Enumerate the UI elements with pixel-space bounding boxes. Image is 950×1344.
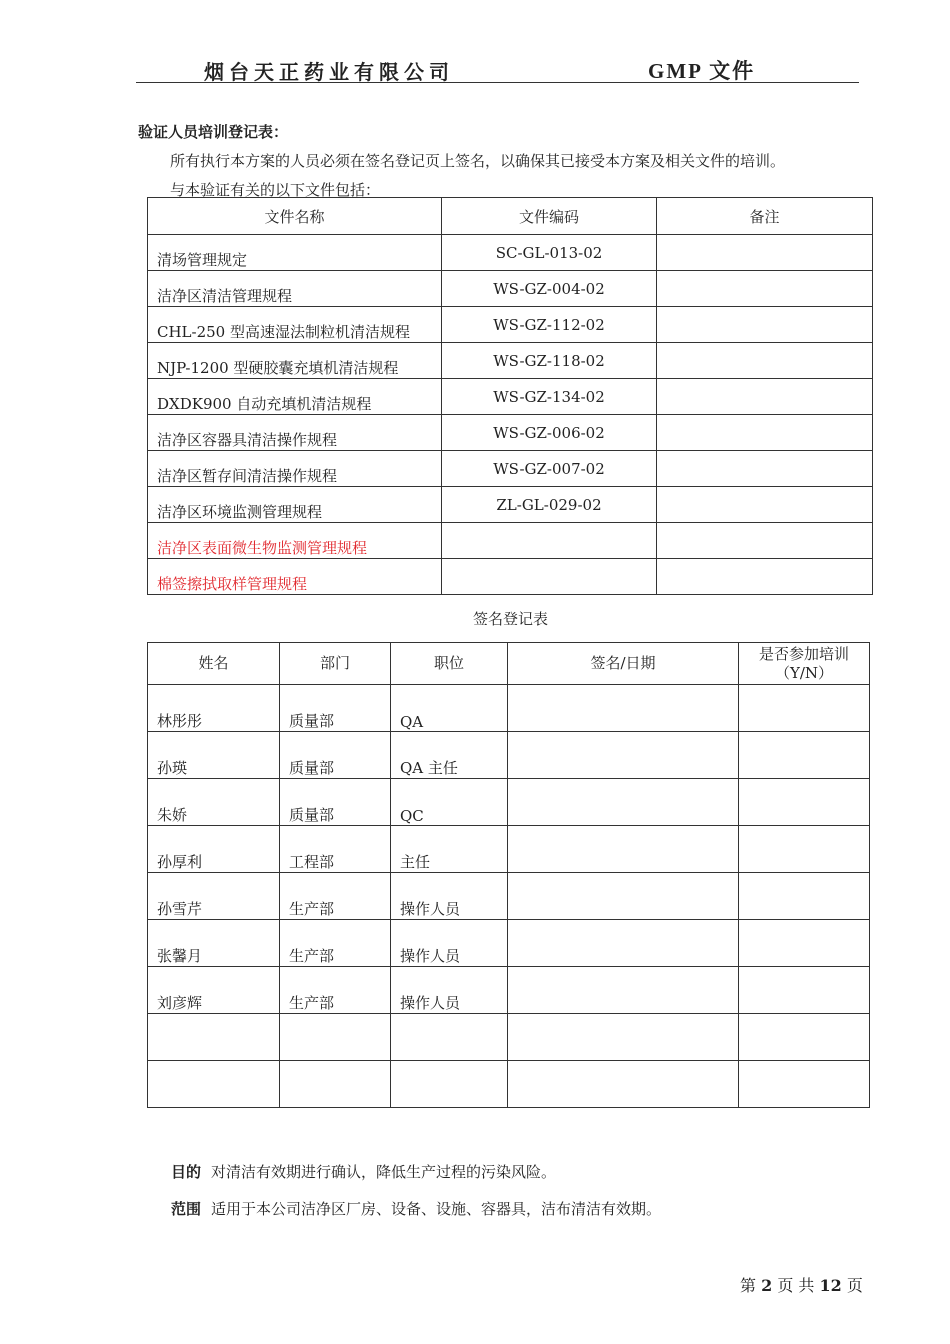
total-pages: 12 [819, 1276, 842, 1295]
header-signature-date: 签名/日期 [508, 643, 739, 685]
doc-name-cell: 清场管理规定 [148, 235, 442, 271]
signature-register-table [147, 642, 870, 1108]
header-trained [739, 643, 870, 685]
doc-name-cell: 洁净区容器具清洁操作规程 [148, 415, 442, 451]
header-position: 职位 [391, 643, 508, 685]
table-header-row [148, 643, 870, 685]
doc-name-cell: CHL-250 型高速湿法制粒机清洁规程 [148, 307, 442, 343]
table-row [148, 487, 873, 523]
position-cell: 操作人员 [391, 920, 508, 967]
name-cell: 孙雪芹 [148, 873, 280, 920]
page-mid: 页 共 [777, 1276, 815, 1295]
trained-cell [739, 826, 870, 873]
position-cell: 主任 [391, 826, 508, 873]
signature-cell [508, 920, 739, 967]
company-name: 烟台天正药业有限公司 [204, 60, 454, 84]
table-row [148, 559, 873, 595]
trained-cell [739, 685, 870, 732]
doc-name-cell: NJP-1200 型硬胶囊充填机清洁规程 [148, 343, 442, 379]
name-cell [148, 1014, 280, 1061]
trained-cell [739, 1061, 870, 1108]
doc-remark-cell [657, 451, 873, 487]
position-cell [391, 1014, 508, 1061]
table-row [148, 523, 873, 559]
table-row [148, 415, 873, 451]
doc-remark-cell [657, 487, 873, 523]
page-suffix: 页 [846, 1276, 863, 1295]
doc-code-cell: WS-GZ-134-02 [442, 379, 657, 415]
trained-cell [739, 873, 870, 920]
table-row [148, 732, 870, 779]
name-cell: 刘彦辉 [148, 967, 280, 1014]
doc-remark-cell [657, 343, 873, 379]
header-name: 姓名 [148, 643, 280, 685]
table-row [148, 1014, 870, 1061]
department-cell: 生产部 [280, 920, 391, 967]
doc-code-cell [442, 559, 657, 595]
doc-remark-cell [657, 235, 873, 271]
doc-remark-cell [657, 307, 873, 343]
position-cell [391, 1061, 508, 1108]
department-cell: 工程部 [280, 826, 391, 873]
doc-code-cell: WS-GZ-118-02 [442, 343, 657, 379]
doc-code-cell: WS-GZ-004-02 [442, 271, 657, 307]
table-row [148, 1061, 870, 1108]
header-doc-code: 文件编码 [442, 198, 657, 235]
department-cell: 质量部 [280, 732, 391, 779]
table-row [148, 967, 870, 1014]
trained-cell [739, 732, 870, 779]
section-title: 验证人员培训登记表： [138, 123, 289, 141]
trained-cell [739, 779, 870, 826]
header-trained-line2: （Y/N） [774, 663, 834, 682]
header-department: 部门 [280, 643, 391, 685]
name-cell: 孙厚利 [148, 826, 280, 873]
trained-cell [739, 967, 870, 1014]
position-cell: QC [391, 779, 508, 826]
name-cell: 孙瑛 [148, 732, 280, 779]
header-trained-line1: 是否参加培训 [758, 644, 849, 663]
position-cell: QA 主任 [391, 732, 508, 779]
table-row [148, 343, 873, 379]
doc-remark-cell [657, 415, 873, 451]
scope-label: 范围 [171, 1200, 202, 1218]
doc-name-cell: 洁净区暂存间清洁操作规程 [148, 451, 442, 487]
doc-code-cell: SC-GL-013-02 [442, 235, 657, 271]
table-header-row [148, 198, 873, 235]
doc-name-cell: DXDK900 自动充填机清洁规程 [148, 379, 442, 415]
department-cell [280, 1014, 391, 1061]
table-row [148, 779, 870, 826]
scope-text: 适用于本公司洁净区厂房、设备、设施、容器具，洁布清洁有效期。 [211, 1200, 662, 1218]
intro-paragraph: 所有执行本方案的人员必须在签名登记页上签名，以确保其已接受本方案及相关文件的培训。 [170, 152, 786, 170]
signature-cell [508, 1061, 739, 1108]
department-cell: 质量部 [280, 779, 391, 826]
doc-code-cell [442, 523, 657, 559]
table-row [148, 873, 870, 920]
table-row [148, 235, 873, 271]
signature-cell [508, 732, 739, 779]
current-page: 2 [761, 1276, 773, 1295]
signature-cell [508, 873, 739, 920]
name-cell [148, 1061, 280, 1108]
table-row [148, 307, 873, 343]
doc-code-cell: WS-GZ-006-02 [442, 415, 657, 451]
purpose-label: 目的 [171, 1163, 202, 1181]
table-row [148, 379, 873, 415]
page-header [136, 52, 859, 83]
signature-cell [508, 1014, 739, 1061]
table-row [148, 451, 873, 487]
signature-cell [508, 779, 739, 826]
table-row [148, 271, 873, 307]
doc-remark-cell [657, 523, 873, 559]
department-cell: 生产部 [280, 873, 391, 920]
department-cell: 质量部 [280, 685, 391, 732]
intro-docs-line: 与本验证有关的以下文件包括： [170, 181, 381, 199]
table-row [148, 826, 870, 873]
doc-code-cell: ZL-GL-029-02 [442, 487, 657, 523]
name-cell: 张馨月 [148, 920, 280, 967]
department-cell: 生产部 [280, 967, 391, 1014]
doc-remark-cell [657, 379, 873, 415]
signature-cell [508, 967, 739, 1014]
page-number [740, 1273, 863, 1296]
table-row [148, 920, 870, 967]
doc-remark-cell [657, 271, 873, 307]
signature-cell [508, 826, 739, 873]
document-type: GMP 文件 [648, 59, 756, 83]
doc-code-cell: WS-GZ-007-02 [442, 451, 657, 487]
doc-name-cell: 棉签擦拭取样管理规程 [148, 559, 442, 595]
position-cell: QA [391, 685, 508, 732]
doc-remark-cell [657, 559, 873, 595]
page-prefix: 第 [740, 1276, 757, 1295]
trained-cell [739, 1014, 870, 1061]
name-cell: 林彤彤 [148, 685, 280, 732]
purpose-text: 对清洁有效期进行确认，降低生产过程的污染风险。 [211, 1163, 557, 1181]
header-doc-name: 文件名称 [148, 198, 442, 235]
position-cell: 操作人员 [391, 967, 508, 1014]
name-cell: 朱娇 [148, 779, 280, 826]
department-cell [280, 1061, 391, 1108]
doc-name-cell: 洁净区清洁管理规程 [148, 271, 442, 307]
table-row [148, 685, 870, 732]
signature-table-title: 签名登记表 [473, 610, 549, 628]
purpose-paragraph [171, 1161, 556, 1182]
doc-name-cell: 洁净区环境监测管理规程 [148, 487, 442, 523]
position-cell: 操作人员 [391, 873, 508, 920]
doc-code-cell: WS-GZ-112-02 [442, 307, 657, 343]
trained-cell [739, 920, 870, 967]
header-remark: 备注 [657, 198, 873, 235]
signature-cell [508, 685, 739, 732]
doc-name-cell: 洁净区表面微生物监测管理规程 [148, 523, 442, 559]
related-documents-table [147, 197, 873, 595]
scope-paragraph [171, 1198, 661, 1219]
